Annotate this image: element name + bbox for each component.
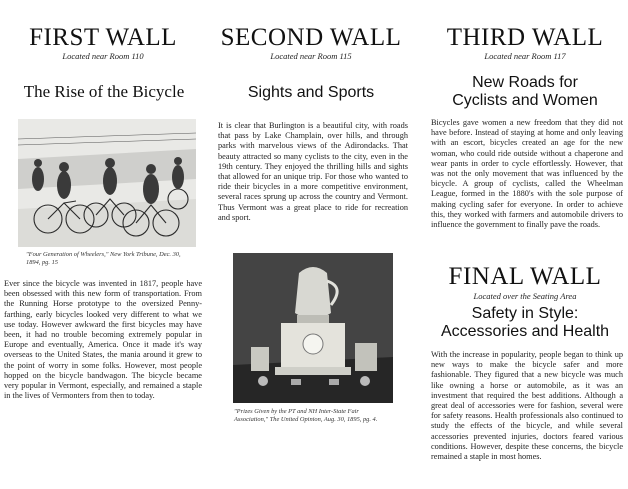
safety-in-style-heading-line1: Safety in Style: [471, 305, 579, 322]
second-wall-title: SECOND WALL [220, 24, 402, 51]
new-roads-heading-line2: Cyclists and Women [452, 92, 598, 109]
safety-in-style-body: With the increase in popularity, people began to think up new ways to make the bicycle safer and more fashionable. They figured that a new bicycle was much like owning a horse or automobile, as it was an investment that required the best additions. Although a great deal of accessories were for fashion, several were for safety reasons. Health professionals also continued to study the effects of the bicycle, and while several accessories prevented injuries, doctors feared various conditions. However, despite these concerns, the bicycle remained a staple in most homes. [431, 350, 623, 462]
sights-and-sports-body: It is clear that Burlington is a beautiful city, with roads that pass by Lake Champlain, over hills, and through parks with marvelous views of the Adirondacks. That beauty attracted so many cyclists to the city, even in the 19th century. They enjoyed the thrilling hills and sights that allowed for an unique trip. For those who wanted to ride their bicycles in a more competitive environment, several races sprung up across the country and Vermont. Thus Vermont was a great place to ride for recreation and sport. [218, 121, 408, 222]
first-wall-title: FIRST WALL [29, 24, 177, 51]
new-roads-heading-line1: New Roads for [472, 74, 578, 91]
third-wall-location: Located near Room 117 [484, 51, 566, 61]
cyclists-caption: "Four Generation of Wheelers," New York Tribune, Dec. 30, 1894, pg. 15 [26, 251, 181, 266]
second-wall-location: Located near Room 115 [270, 51, 352, 61]
prize-trophies-caption: "Prizes Given by the PT and NH Inter-State Fair Association," The United Opinion, Aug. 30, 1895, pg. 4. [234, 408, 378, 423]
sights-and-sports-heading: Sights and Sports [247, 84, 375, 101]
safety-in-style-heading-line2: Accessories and Health [440, 323, 610, 340]
new-roads-body: Bicycles gave women a new freedom that they did not have before. Instead of staying at home and only leaving with an escort, bicycles created an age for the new woman, who could ride outside without a chaperone and wear pants in order to cycle effortlessly. However, that was not the only movement that was influenced by the bicycle. A group of cyclists, called the Wheelman League, formed in the 1880's with the sole purpose of making cycling safer for everyone. In order to achieve this, they worked with farmers and automobile drivers to influence the government to finally pave the roads. [431, 118, 623, 230]
final-wall-title: FINAL WALL [448, 263, 602, 290]
new-roads-heading [426, 74, 624, 110]
rise-of-bicycle-heading: The Rise of the Bicycle [23, 82, 185, 101]
first-wall-location: Located near Room 110 [62, 51, 144, 61]
rise-of-bicycle-body: Ever since the bicycle was invented in 1817, people have been obsessed with this new form of transportation. From the Running Horse prototype to the oversized Penny-farthing, early bicycles looked very different to what we use today. However awkward the first bicycles may have been, it had no trouble becoming extremely popular in Europe and eventually, America. Once it made it's way overseas to the United States, the mania around it grew to the point of worry in some folks. However, most people hopped on the bicycle bandwagon. The bicycle became very popular in Vermont, especially, and remained a staple in the lives of Vermonters from then to today. [4, 279, 202, 401]
cyclists-illustration [18, 119, 196, 247]
third-wall-title: THIRD WALL [446, 24, 604, 51]
final-wall-location: Located over the Seating Area [473, 291, 577, 301]
safety-in-style-heading [426, 305, 624, 341]
prize-trophies-photo [233, 253, 393, 403]
